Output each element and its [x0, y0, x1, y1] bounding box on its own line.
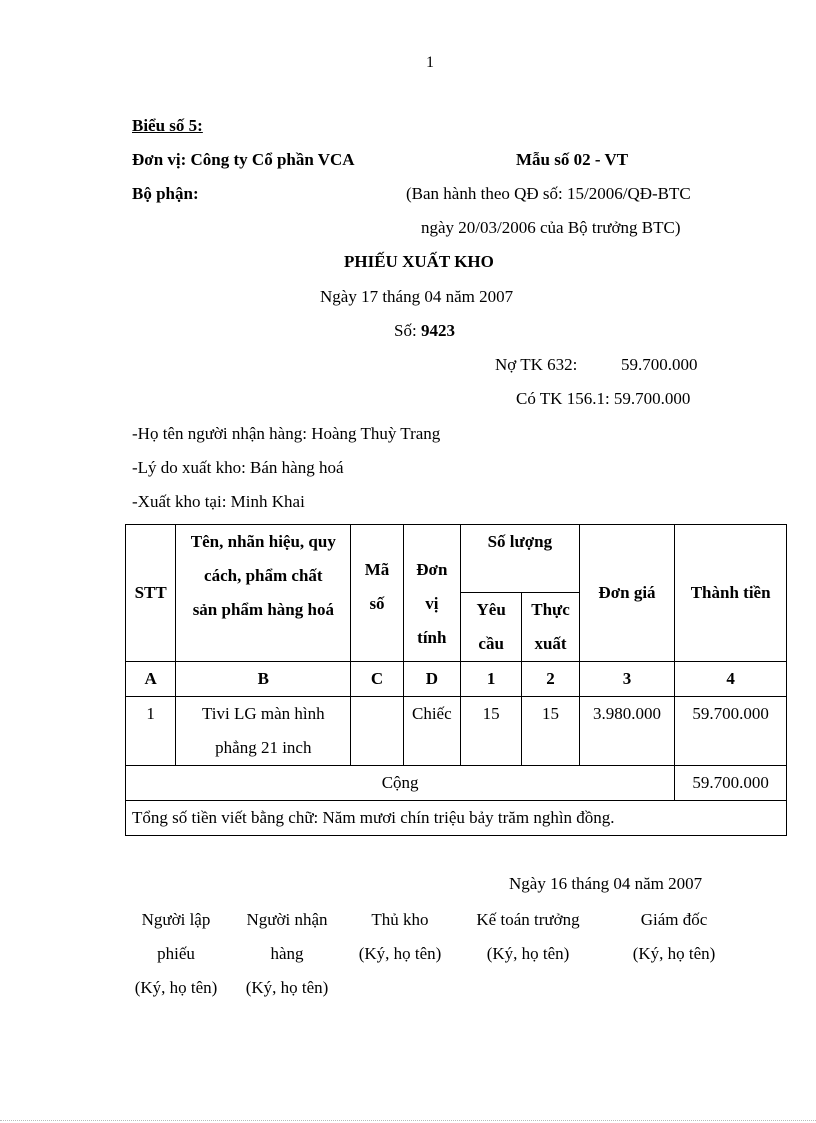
code-cell: B [176, 662, 351, 697]
header-requested [461, 593, 522, 662]
document-number-value: 9423 [420, 321, 455, 340]
signature-title: phiếu [157, 944, 195, 963]
code-cell: 3 [579, 662, 675, 697]
code-cell: 1 [461, 662, 522, 697]
signature-note: (Ký, họ tên) [486, 944, 570, 963]
export-location: -Xuất kho tại: Minh Khai [132, 492, 305, 511]
signature-preparer [128, 903, 224, 1005]
header-amount: Thành tiền [675, 525, 787, 662]
credit-account: Có TK 156.1: 59.700.000 [516, 389, 691, 408]
company-name: Đơn vị: Công ty Cổ phần VCA [132, 150, 355, 169]
signature-title: Thủ kho [371, 910, 429, 929]
signature-title: hàng [270, 944, 304, 963]
signature-note: (Ký, họ tên) [358, 944, 442, 963]
export-reason: -Lý do xuất kho: Bán hàng hoá [132, 458, 344, 477]
debit-account-label: Nợ TK 632: [495, 355, 578, 374]
header-unit-price: Đơn giá [579, 525, 675, 662]
signature-title: Kế toán trưởng [476, 910, 580, 929]
row-product-name-line1: Tivi LG màn hình [202, 704, 325, 723]
signature-title: Giám đốc [640, 910, 708, 929]
form-code: Mẫu số 02 - VT [516, 150, 629, 169]
page-number: 1 [426, 54, 434, 71]
total-value: 59.700.000 [675, 766, 787, 801]
header-quantity: Số lượng [461, 525, 580, 593]
code-cell: 4 [675, 662, 787, 697]
document-date: Ngày 17 tháng 04 năm 2007 [320, 287, 514, 306]
code-cell: C [351, 662, 403, 697]
header-unit-line3: tính [417, 628, 447, 647]
row-code [351, 697, 403, 766]
signature-receiver [237, 903, 337, 1005]
row-requested: 15 [461, 697, 522, 766]
header-unit-line1: Đơn [416, 560, 448, 579]
document-number [394, 321, 455, 341]
row-actual: 15 [522, 697, 579, 766]
header-requested-line2: cầu [478, 634, 504, 653]
header-code [351, 525, 403, 662]
code-cell: A [126, 662, 176, 697]
signature-date: Ngày 16 tháng 04 năm 2007 [509, 874, 703, 893]
code-cell: 2 [522, 662, 579, 697]
signature-chief-accountant [468, 903, 588, 971]
document-number-label: Số: [394, 321, 421, 340]
row-product-name [176, 697, 351, 766]
document-title: PHIẾU XUẤT KHO [344, 252, 494, 271]
regulation-line2: ngày 20/03/2006 của Bộ trưởng BTC) [421, 218, 681, 237]
code-cell: D [403, 662, 460, 697]
header-product-name-line2: cách, phẩm chất [204, 566, 323, 585]
header-unit-line2: vị [425, 594, 439, 613]
form-label: Biểu số 5: [132, 116, 203, 135]
department-label: Bộ phận: [132, 184, 199, 203]
row-unit: Chiếc [403, 697, 460, 766]
goods-table [125, 524, 787, 836]
header-actual-line2: xuất [534, 634, 567, 653]
header-requested-line1: Yêu [476, 600, 506, 619]
table-row [126, 697, 787, 766]
signature-note: (Ký, họ tên) [632, 944, 716, 963]
signature-note: (Ký, họ tên) [134, 978, 218, 997]
header-product-name-line3: sản phẩm hàng hoá [192, 600, 334, 619]
signature-director [624, 903, 724, 971]
amount-in-words: Tổng số tiền viết bằng chữ: Năm mươi chín triệu bảy trăm nghìn đồng. [126, 801, 787, 836]
row-stt: 1 [126, 697, 176, 766]
header-unit [403, 525, 460, 662]
row-amount: 59.700.000 [675, 697, 787, 766]
header-actual-line1: Thực [531, 600, 570, 619]
page-bottom-divider [0, 1120, 816, 1121]
header-product-name [176, 525, 351, 662]
row-unit-price: 3.980.000 [579, 697, 675, 766]
signature-note: (Ký, họ tên) [245, 978, 329, 997]
signature-storekeeper [350, 903, 450, 971]
row-product-name-line2: phẳng 21 inch [215, 738, 312, 757]
header-stt: STT [126, 525, 176, 662]
header-product-name-line1: Tên, nhãn hiệu, quy [190, 532, 336, 551]
header-actual [522, 593, 579, 662]
debit-account-value: 59.700.000 [621, 355, 698, 374]
signature-title: Người lập [141, 910, 211, 929]
total-label: Cộng [126, 766, 675, 801]
receiver-name: -Họ tên người nhận hàng: Hoàng Thuỳ Trang [132, 424, 441, 443]
header-code-line1: Mã [364, 560, 390, 579]
regulation-line1: (Ban hành theo QĐ số: 15/2006/QĐ-BTC [406, 184, 691, 203]
signature-title: Người nhận [246, 910, 328, 929]
header-code-line2: số [369, 594, 385, 613]
